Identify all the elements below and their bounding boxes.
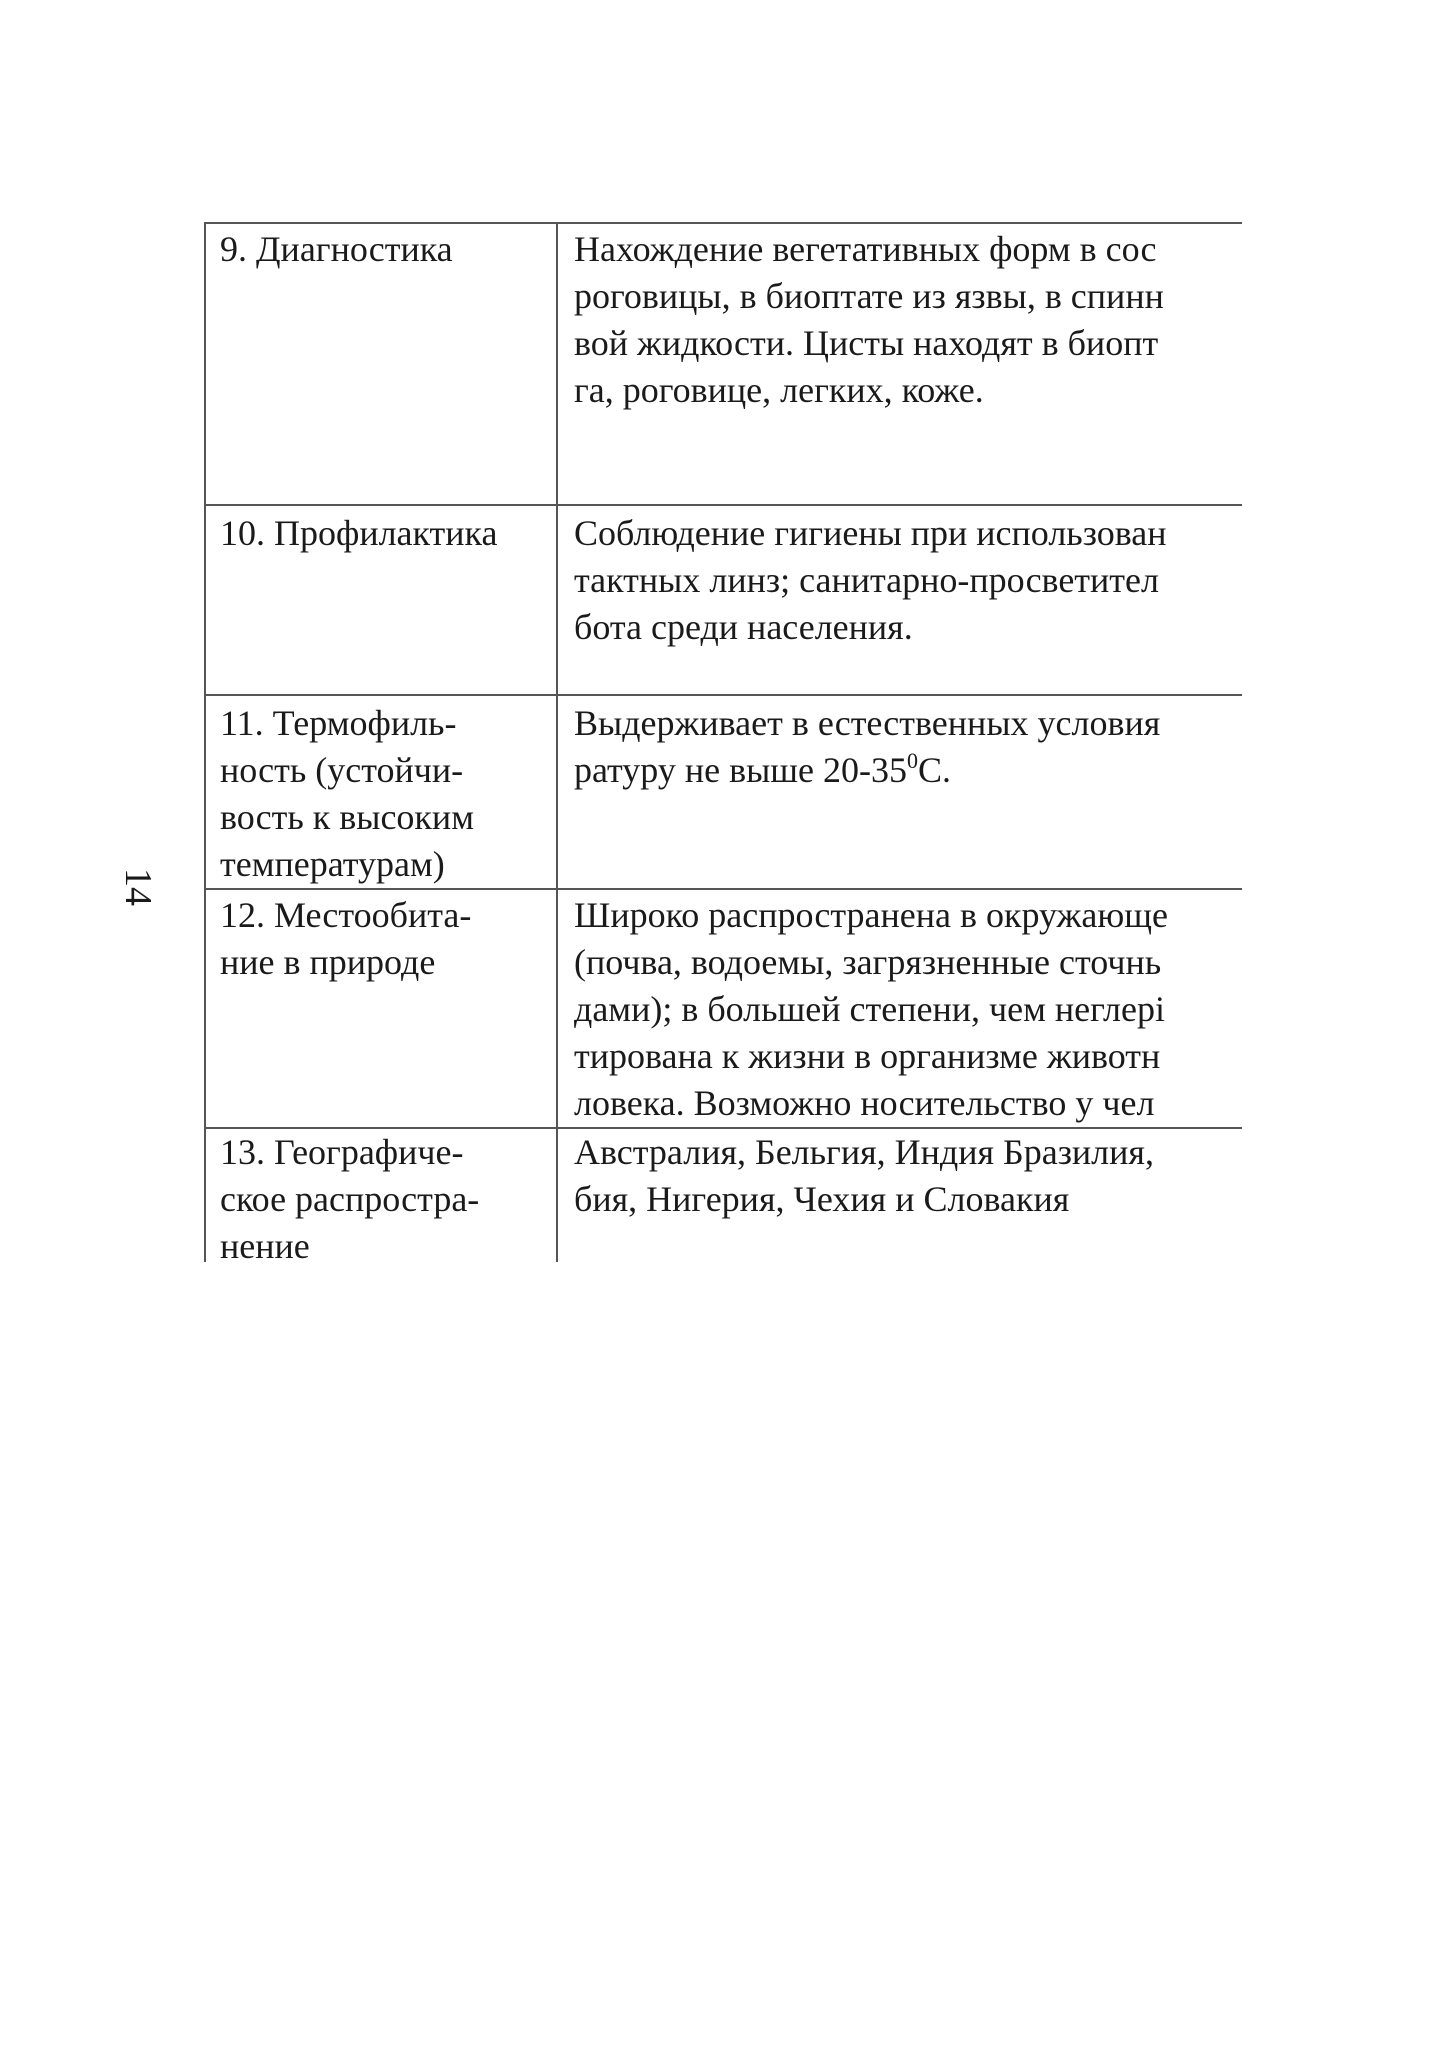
description-line: Австралия, Бельгия, Индия Бразилия,	[574, 1132, 1154, 1172]
parameter-line: вость к высоким	[220, 797, 474, 837]
parameter-cell	[205, 889, 557, 1128]
description-cell	[557, 1128, 1242, 1262]
description-cell	[557, 695, 1242, 889]
superscript-degree: 0	[906, 748, 918, 773]
description-line: (почва, водоемы, загрязненные сточнь	[574, 942, 1162, 982]
description-line: га, роговице, легких, коже.	[574, 370, 984, 410]
table-viewport	[204, 222, 1242, 1262]
description-line: Нахождение вегетативных форм в сос	[574, 229, 1157, 269]
description-line: дами); в большей степени, чем неглері	[574, 989, 1165, 1029]
description-line: бота среди населения.	[574, 607, 913, 647]
description-text: С.	[917, 750, 951, 790]
description-line: ловека. Возможно носительство у чел	[574, 1083, 1155, 1123]
parameters-table	[204, 222, 1242, 1262]
description-cell	[557, 505, 1242, 695]
table-row	[205, 223, 1242, 505]
parameter-line: нение	[220, 1226, 310, 1262]
description-line: Широко распространена в окружающе	[574, 895, 1168, 935]
description-line: тактных линз; санитарно-просветител	[574, 560, 1159, 600]
parameter-line: 10. Профилактика	[220, 513, 498, 553]
description-line: тирована к жизни в организме животн	[574, 1036, 1161, 1076]
parameter-line: 11. Термофиль-	[220, 703, 457, 743]
table-row	[205, 505, 1242, 695]
parameter-line: ность (устойчи-	[220, 750, 464, 790]
description-line: Соблюдение гигиены при использован	[574, 513, 1167, 553]
description-line: вой жидкости. Цисты находят в биопт	[574, 323, 1159, 363]
parameter-line: 9. Диагностика	[220, 229, 453, 269]
parameter-line: 13. Географиче-	[220, 1132, 464, 1172]
description-cell	[557, 889, 1242, 1128]
description-line	[574, 747, 1242, 794]
parameter-line: ское распростра-	[220, 1179, 480, 1219]
parameter-line: ние в природе	[220, 942, 436, 982]
page-number: 14	[117, 868, 159, 906]
description-cell	[557, 223, 1242, 505]
description-line: бия, Нигерия, Чехия и Словакия	[574, 1179, 1070, 1219]
table-row	[205, 695, 1242, 889]
parameter-cell	[205, 223, 557, 505]
table-row	[205, 1128, 1242, 1262]
parameter-cell	[205, 1128, 557, 1262]
parameter-cell	[205, 505, 557, 695]
table-row	[205, 889, 1242, 1128]
description-line: роговицы, в биоптате из язвы, в спинн	[574, 276, 1164, 316]
description-text: ратуру не выше 20-35	[574, 750, 907, 790]
description-line: Выдерживает в естественных условия	[574, 703, 1161, 743]
parameter-line: температурам)	[220, 844, 445, 884]
parameter-line: 12. Местообита-	[220, 895, 472, 935]
parameter-cell	[205, 695, 557, 889]
